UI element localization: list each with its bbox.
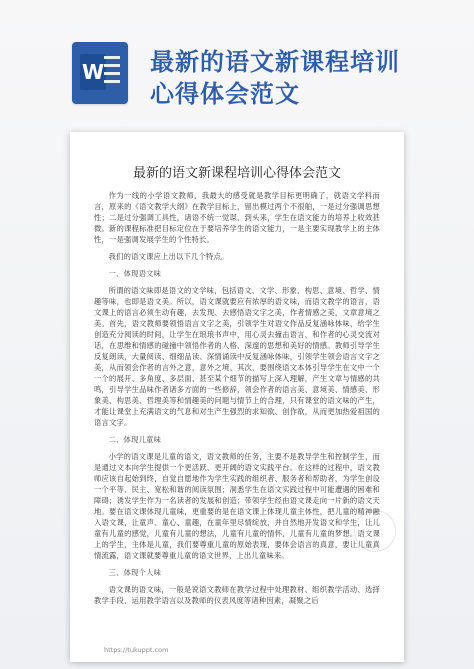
document-title: 最新的语文新课程培训心得体会范文: [132, 166, 341, 181]
document-body: [94, 190, 380, 612]
header-title-line1: 最新的语文新课程培训: [150, 48, 400, 76]
footer-url[interactable]: https://tukuppt.com: [104, 646, 169, 654]
header-title: [150, 46, 450, 110]
section-heading: 二、体现儿童味: [108, 435, 162, 444]
section-text: 所谓的语文味即是语文的文学味，包括语文、文学、形象、构思、意境、哲学、情趣等味，也即是语文美。所以，语文课就要应有浓厚的语文味，而语文教学的语言，语文课上的语言必须生动有趣，去发现、去感悟语文字之美，作者情感之美，文章意境之美。首先，语文教师要领悟语言文字之美，引领学生对语文作品反复涵咏体味，给学生创造充分阅读的时间，让学生在琅琅书声中，用心灵去撞击语言，和作者的心灵交流对话，在思维和情感的碰撞中领悟作者的人格、深邃的思想和美好的情感。教师引导学生反复朗读，大量阅读、细细品读、深情诵读中反复涵咏体味，引领学生领会语言文字之美，从而领会作者的言外之意，意外之境。其次，要围绕语文本体引导学生在文中一个一个的展开、多角度、多层面、甚至某个细节的描写上深入理解，产生文章与情感的共鸣，引导学生品味作者诸多方面的一些修辞，领会作者的语言美、意境美、情感美、形象美、构思美、哲理美等和情趣美的问题与情节上的合理，只有课堂的语文味的产生，才能让课堂上充满语文的气息和对生产生强烈的求知欲、创作欲，从而更加热爱祖国的语言文字。: [94, 286, 380, 427]
paragraph: 我们的语文课应上出以下几个特点。: [108, 252, 229, 261]
header-title-line2: 心得体会范文: [150, 80, 300, 108]
section-heading: 三、体现个人味: [108, 568, 162, 577]
watermark-circle: [354, 510, 396, 552]
document-paper: [70, 132, 404, 662]
header: [0, 0, 474, 130]
word-icon: [72, 42, 128, 104]
section-text: 小学的语文课是儿童的语文，语文教师的任务，主要不是教导学生和控制学生，而是通过文本向学生提供一个更活跃、更开阔的语文实践平台。在这样的过程中，语文教师应该自起始到终，自觉自愿地作为学生实践的组织者、服务者和帮助者，为学生创设一个平等、民主、宽松和谐的阅读氛围；洞悉学生在语文实践过程中可能遭遇的困难和障碍；诱发学生作为一名读者的发展和创造；带领学生经由语文课走向一片新的语文天地。要在语文课体现儿童味，更重要的是在语文课上体现儿童主体性，把儿童的精神融入语文课，让童声、童心、童趣，在童年里尽情绽放，并自然地开发语文和学生，让儿童有儿童的感觉，儿童有儿童的想法，儿童有儿童的情怀，儿童有儿童的梦想。语文课上的学生，主体是儿童，我们要尊重儿童的原始表现，要体会语言的真意，要让儿童真情流露，语文课就要尊重儿童的语文世界，上出儿童味来。: [94, 452, 380, 560]
word-icon-lines: [104, 56, 120, 90]
section-heading: 一、体现语文味: [108, 269, 162, 278]
paragraph: 作为一线的小学语文教师，我最大的感受就是教学目标更明确了，就语文学科而言，原来的《语文教学大纲》在教学目标上，留出模过两个不很舶，一是过分强调思想性；二是过分强调工具性，诸语不统一觉谋，到头来，学生在语文能力的培养上收效甚微。新的课程标准把目标定位在于要培养学生的语文能力，一是主要实现教学上的主体性，一是强调发展学生的个性特长。: [94, 191, 380, 244]
word-icon-letter: W: [80, 54, 106, 90]
section-text: 语文课的语文味，一般是说语文教师在教学过程中处理教材、组织教学活动、选择教学手段、运用教学语言以及教师的仪表风度等诸种因素，凝聚之后: [94, 585, 380, 605]
